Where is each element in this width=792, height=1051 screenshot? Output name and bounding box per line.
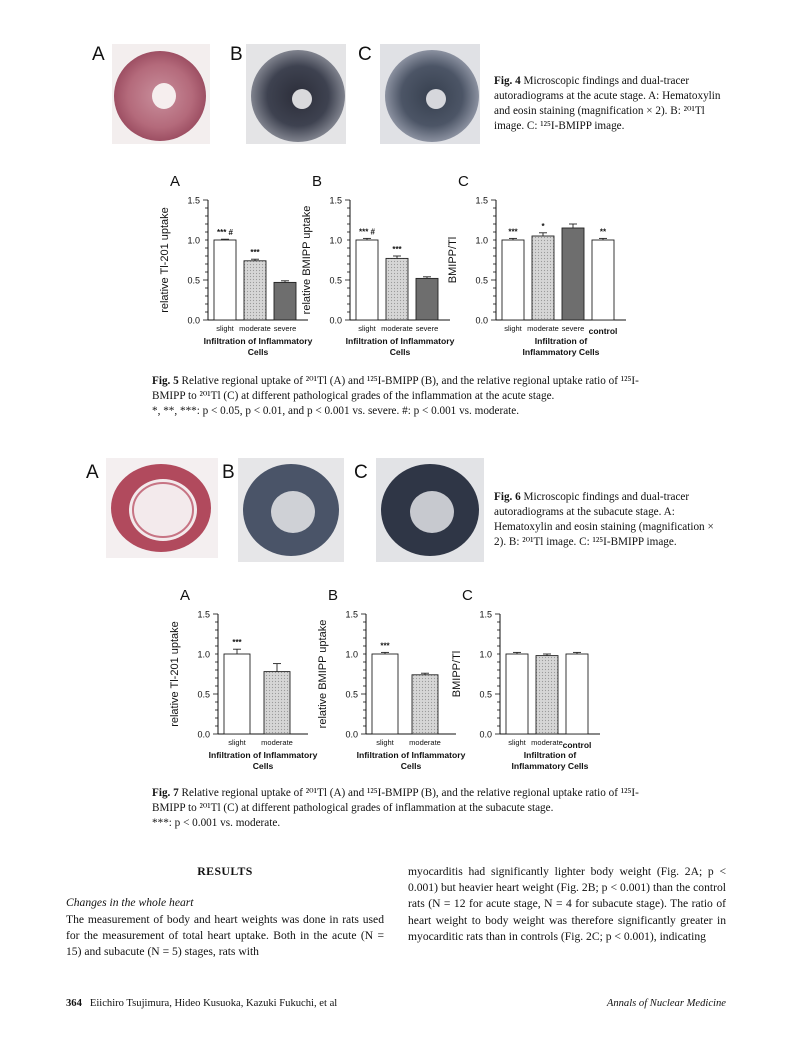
chart-fig5C-y-tick-label: 1.0 — [475, 235, 488, 246]
chart-fig5A-annotation: *** — [250, 248, 260, 258]
chart-fig5A-panel-label: A — [170, 173, 181, 190]
fig4-caption — [494, 74, 726, 134]
results-left-paragraph: The measurement of body and heart weights was done in rats used for the measurement of total heart uptake. Both in the acute (N = 15) and subacute (N = 5) stages, rats with — [66, 913, 384, 959]
fig6-he-image — [106, 458, 218, 558]
chart-fig5C-bar-moderate — [532, 236, 554, 320]
chart-fig5B-y-tick-label: 0.0 — [329, 315, 342, 326]
fig5-caption — [152, 374, 652, 419]
fig4-panel-label-b: B — [230, 44, 243, 65]
fig5-caption-note: *, **, ***: p < 0.05, p < 0.01, and p < 0.001 vs. severe. #: p < 0.001 vs. moderate. — [152, 405, 520, 417]
chart-fig5B-category-label: slight — [358, 324, 376, 333]
chart-fig5C-panel-label: C — [458, 173, 469, 190]
chart-fig5A-xlabel-line2: Cells — [247, 347, 269, 357]
chart-fig5C-annotation: ** — [599, 227, 607, 237]
chart-fig7A-bar-slight — [224, 654, 250, 734]
chart-fig5B-y-tick-label: 0.5 — [329, 275, 342, 286]
chart-fig7C-ylabel: BMIPP/Tl — [451, 650, 463, 698]
chart-fig5C-bar-control — [592, 240, 614, 320]
chart-fig7B-category-label: moderate — [409, 738, 441, 747]
chart-fig7B-y-tick-label: 0.0 — [345, 729, 358, 740]
chart-fig5C-bar-severe — [562, 228, 584, 320]
chart-fig5C-bar-slight — [502, 240, 524, 320]
fig4-tl-image — [246, 44, 346, 144]
fig6-panel-label-c: C — [354, 462, 368, 483]
chart-fig7C-y-tick-label: 0.5 — [479, 689, 492, 700]
chart-fig5C-xlabel-line1: Infiltration of — [534, 336, 588, 346]
chart-fig7A-bar-moderate — [264, 672, 290, 734]
chart-fig5C-category-label: control — [588, 326, 618, 336]
chart-fig5B-panel-label: B — [312, 173, 323, 190]
chart-fig5B-bar-severe — [416, 278, 438, 320]
chart-fig7C-category-label: slight — [508, 738, 526, 747]
chart-fig7B-category-label: slight — [376, 738, 394, 747]
chart-fig5C-ylabel: BMIPP/Tl — [447, 236, 459, 284]
chart-fig7A-y-tick-label: 0.5 — [197, 689, 210, 700]
fig6-caption-label: Fig. 6 — [494, 491, 521, 503]
chart-fig5C-category-label: slight — [504, 324, 522, 333]
chart-fig5C-category-label: severe — [561, 324, 585, 333]
fig5-charts — [150, 170, 620, 370]
chart-fig7C-y-tick-label: 1.5 — [479, 609, 492, 620]
chart-fig7A-panel-label: A — [180, 587, 191, 604]
chart-fig5A-y-tick-label: 1.5 — [187, 195, 200, 206]
chart-fig7C-category-label: control — [562, 740, 592, 750]
results-heading: RESULTS — [197, 864, 253, 878]
chart-fig7C-bar-slight — [506, 654, 528, 734]
fig6-panel-label-b: B — [222, 462, 235, 483]
chart-fig5C-xlabel-line2: Inflammatory Cells — [522, 347, 600, 357]
chart-fig7A-category-label: slight — [228, 738, 246, 747]
chart-fig5A-bar-slight — [214, 240, 236, 320]
fig7-caption-label: Fig. 7 — [152, 787, 179, 799]
chart-fig7B-panel-label: B — [328, 587, 339, 604]
fig5-caption-text: Relative regional uptake of ²⁰¹Tl (A) and ¹²⁵I-BMIPP (B), and the relative regional uptake ratio of ¹²⁵I-BMIPP to ²⁰¹Tl (C) at different pathological grades of the inflammation at the acute stage. — [152, 375, 639, 402]
chart-fig5B-category-label: moderate — [381, 324, 413, 333]
chart-fig5A-y-tick-label: 0.5 — [187, 275, 200, 286]
chart-fig7B-y-tick-label: 0.5 — [345, 689, 358, 700]
fig6-caption-text: Microscopic findings and dual-tracer autoradiograms at the subacute stage. A: Hematoxylin and eosin staining (magnification × 2). B: ²⁰¹Tl image. C: ¹²⁵I-BMIPP image. — [494, 491, 714, 548]
page-number: 364 — [66, 998, 82, 1009]
chart-fig5B-xlabel-line1: Infiltration of Inflammatory — [345, 336, 455, 346]
chart-fig5A-bar-moderate — [244, 261, 266, 320]
chart-fig5C-y-tick-label: 0.5 — [475, 275, 488, 286]
chart-fig5A-ylabel: relative Tl-201 uptake — [159, 207, 171, 313]
fig7-charts — [160, 584, 592, 784]
chart-fig5B-bar-moderate — [386, 258, 408, 320]
results-right-paragraph: myocarditis had significantly lighter body weight (Fig. 2A; p < 0.001) but heavier heart weight (Fig. 2B; p < 0.001) than the control rats (N = 12 for acute stage, N = 4 for subacute stage). The ratio of heart weight to body weight was therefore significantly greater in myocarditic rats than in controls (Fig. 2C; p < 0.001), indicating — [408, 865, 726, 943]
chart-fig5A-category-label: severe — [273, 324, 297, 333]
chart-fig5B-xlabel-line2: Cells — [389, 347, 411, 357]
chart-fig5B-category-label: severe — [415, 324, 439, 333]
chart-fig5A-y-tick-label: 1.0 — [187, 235, 200, 246]
chart-fig7B-ylabel: relative BMIPP uptake — [317, 619, 329, 729]
fig4-bmipp-image — [380, 44, 480, 144]
chart-fig5C-y-tick-label: 1.5 — [475, 195, 488, 206]
chart-fig7B-bar-moderate — [412, 675, 438, 734]
results-subheading: Changes in the whole heart — [66, 896, 194, 909]
chart-fig5B-annotation: *** # — [358, 227, 376, 237]
fig6-panel-label-a: A — [86, 462, 99, 483]
chart-fig5A-xlabel-line1: Infiltration of Inflammatory — [203, 336, 313, 346]
chart-fig7A-y-tick-label: 0.0 — [197, 729, 210, 740]
chart-fig7A-y-tick-label: 1.0 — [197, 649, 210, 660]
fig7-caption — [152, 786, 652, 831]
chart-fig5A-annotation: *** # — [216, 228, 234, 238]
chart-fig7C-y-tick-label: 1.0 — [479, 649, 492, 660]
fig4-panel-label-a: A — [92, 44, 105, 65]
chart-fig7C-bar-moderate — [536, 656, 558, 734]
fig4-he-image — [112, 44, 210, 144]
chart-fig7C-xlabel-line1: Infiltration of — [523, 750, 577, 760]
chart-fig7B-xlabel-line2: Cells — [400, 761, 422, 771]
fig5-caption-label: Fig. 5 — [152, 375, 179, 387]
fig6-caption — [494, 490, 726, 550]
chart-fig5B-y-tick-label: 1.5 — [329, 195, 342, 206]
chart-fig5B-bar-slight — [356, 240, 378, 320]
chart-fig5A-bar-severe — [274, 282, 296, 320]
chart-fig7A-ylabel: relative Tl-201 uptake — [169, 621, 181, 727]
fig7-caption-note: ***: p < 0.001 vs. moderate. — [152, 817, 281, 829]
chart-fig7B-xlabel-line1: Infiltration of Inflammatory — [356, 750, 466, 760]
chart-fig5B-y-tick-label: 1.0 — [329, 235, 342, 246]
chart-fig7A-annotation: *** — [232, 638, 242, 648]
fig7-caption-text: Relative regional uptake of ²⁰¹Tl (A) and ¹²⁵I-BMIPP (B), and the relative regional uptake ratio of ¹²⁵I-BMIPP to ²⁰¹Tl (C) at different pathological grades of inflammation at the subacute stage. — [152, 787, 639, 814]
chart-fig7A-y-tick-label: 1.5 — [197, 609, 210, 620]
footer-left — [66, 998, 337, 1009]
chart-fig5C-y-tick-label: 0.0 — [475, 315, 488, 326]
chart-fig7B-y-tick-label: 1.0 — [345, 649, 358, 660]
footer-journal: Annals of Nuclear Medicine — [606, 998, 726, 1009]
chart-fig7A-xlabel-line1: Infiltration of Inflammatory — [208, 750, 318, 760]
chart-fig7C-y-tick-label: 0.0 — [479, 729, 492, 740]
chart-fig5C-annotation: * — [541, 221, 545, 231]
chart-fig7C-bar-control — [566, 654, 588, 734]
chart-fig5A-y-tick-label: 0.0 — [187, 315, 200, 326]
chart-fig5B-ylabel: relative BMIPP uptake — [301, 205, 313, 315]
footer-authors: Eiichiro Tsujimura, Hideo Kusuoka, Kazuki Fukuchi, et al — [89, 998, 338, 1009]
chart-fig7C-xlabel-line2: Inflammatory Cells — [511, 761, 589, 771]
chart-fig7C-panel-label: C — [462, 587, 473, 604]
chart-fig5B-annotation: *** — [392, 245, 402, 254]
chart-fig5C-annotation: *** — [508, 227, 518, 237]
chart-fig7B-bar-slight — [372, 654, 398, 734]
chart-fig7B-y-tick-label: 1.5 — [345, 609, 358, 620]
chart-fig7B-annotation: *** — [380, 641, 390, 651]
chart-fig7C-category-label: moderate — [531, 738, 563, 747]
fig6-bmipp-image — [376, 458, 484, 562]
fig4-caption-label: Fig. 4 — [494, 75, 521, 87]
fig4-caption-text: Microscopic findings and dual-tracer autoradiograms at the acute stage. A: Hematoxylin and eosin staining (magnification × 2). B: ²⁰¹Tl image. C: ¹²⁵I-BMIPP image. — [494, 75, 721, 132]
fig4-panel-label-c: C — [358, 44, 372, 65]
fig6-tl-image — [238, 458, 344, 562]
chart-fig5A-category-label: moderate — [239, 324, 271, 333]
chart-fig5A-category-label: slight — [216, 324, 234, 333]
chart-fig7A-xlabel-line2: Cells — [252, 761, 274, 771]
chart-fig7A-category-label: moderate — [261, 738, 293, 747]
chart-fig5C-category-label: moderate — [527, 324, 559, 333]
